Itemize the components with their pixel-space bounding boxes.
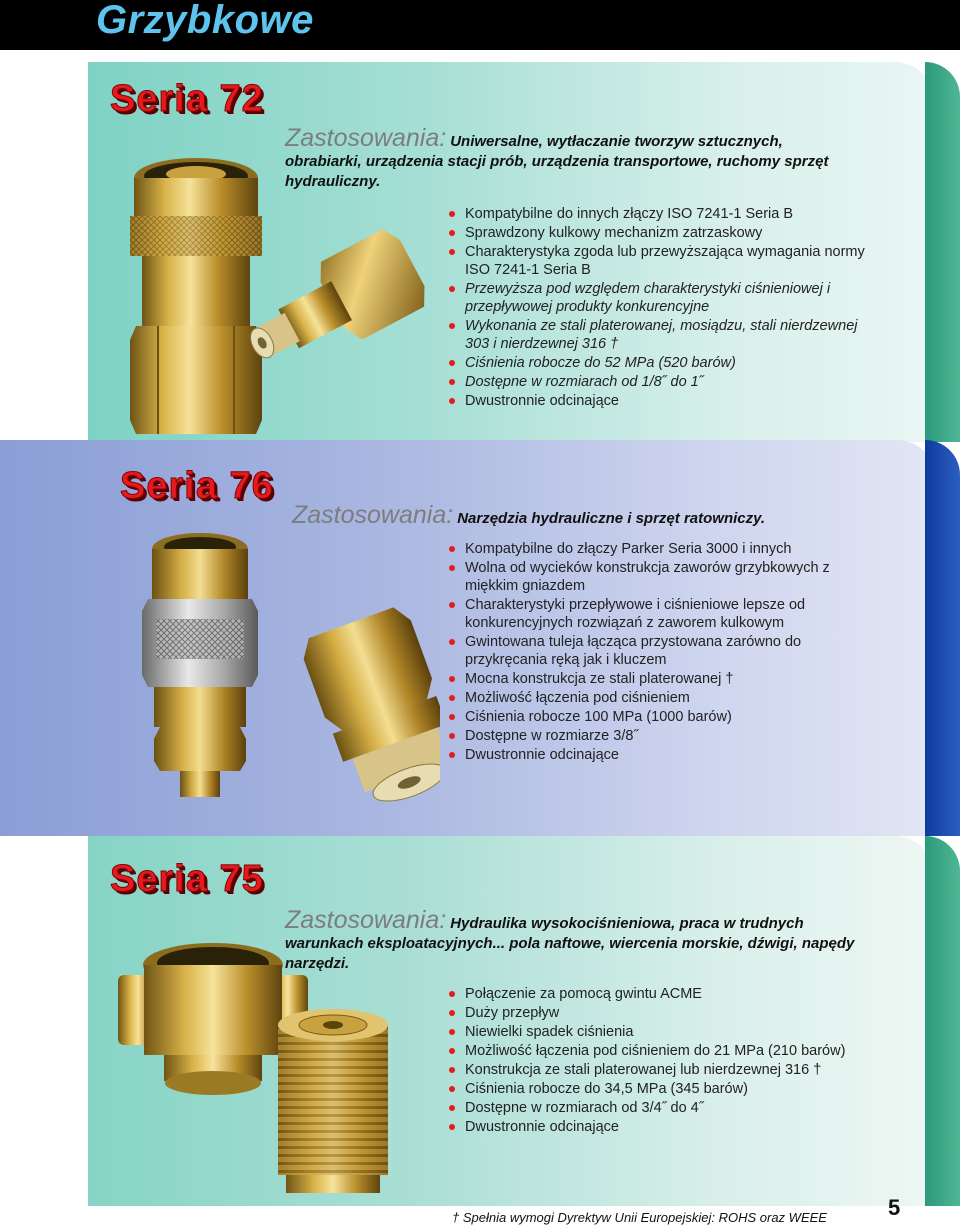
list-item: Kompatybilne do innych złączy ISO 7241-1 Seria B (445, 205, 885, 223)
list-item: Dostępne w rozmiarze 3/8˝ (445, 727, 885, 745)
applications-text: Uniwersalne, wytłaczanie tworzyw sztucznych, obrabiarki, urządzenia stacji prób, urządzenia transportowe, ruchomy sprzęt hydrauliczny. (285, 133, 829, 190)
coupling-seria-72-image (118, 150, 438, 440)
features-seria-76 (445, 540, 885, 765)
list-item: Dostępne w rozmiarach od 1/8˝ do 1˝ (445, 373, 885, 391)
list-item: Wykonania ze stali platerowanej, mosiądzu, stali nierdzewnej 303 i nierdzewnej 316 † (445, 317, 885, 353)
page-title: Grzybkowe (96, 0, 314, 42)
list-item: Kompatybilne do złączy Parker Seria 3000 i innych (445, 540, 885, 558)
list-item: Połączenie za pomocą gwintu ACME (445, 985, 895, 1003)
list-item: Dwustronnie odcinające (445, 392, 885, 410)
section-title-seria-75: Seria 75 (110, 858, 264, 900)
section-title-seria-72: Seria 72 (110, 78, 264, 120)
applications-text: Hydraulika wysokociśnieniowa, praca w trudnych warunkach eksploatacyjnych... pola naftowe, wiercenia morskie, dźwigi, napędy narzędzi. (285, 915, 855, 972)
section-seria-75-edge (925, 836, 960, 1206)
features-seria-75 (445, 985, 895, 1137)
list-item: Możliwość łączenia pod ciśnieniem (445, 689, 885, 707)
footnote: † Spełnia wymogi Dyrektyw Unii Europejskiej: ROHS oraz WEEE (452, 1210, 827, 1225)
coupling-seria-75-image (118, 935, 438, 1200)
list-item: Dostępne w rozmiarach od 3/4˝ do 4˝ (445, 1099, 895, 1117)
features-seria-72 (445, 205, 885, 411)
list-item: Mocna konstrukcja ze stali platerowanej † (445, 670, 885, 688)
list-item: Charakterystyki przepływowe i ciśnieniowe lepsze od konkurencyjnych rozwiązań z zaworem kulkowym (445, 596, 885, 632)
applications-label: Zastosowania: (292, 501, 454, 529)
list-item: Duży przepływ (445, 1004, 895, 1022)
list-item: Gwintowana tuleja łącząca przystowana zarówno do przykręcania ręką jak i kluczem (445, 633, 885, 669)
list-item: Dwustronnie odcinające (445, 1118, 895, 1136)
applications-text: Narzędzia hydrauliczne i sprzęt ratowniczy. (457, 510, 766, 527)
list-item: Przewyższa pod względem charakterystyki ciśnieniowej i przepływowej produkty konkurencyjne (445, 280, 885, 316)
list-item: Dwustronnie odcinające (445, 746, 885, 764)
list-item: Ciśnienia robocze do 34,5 MPa (345 barów) (445, 1080, 895, 1098)
list-item: Możliwość łączenia pod ciśnieniem do 21 MPa (210 barów) (445, 1042, 895, 1060)
list-item: Niewielki spadek ciśnienia (445, 1023, 895, 1041)
page-header (0, 0, 960, 50)
list-item: Sprawdzony kulkowy mechanizm zatrzaskowy (445, 224, 885, 242)
coupling-seria-76-image (140, 525, 440, 825)
section-seria-72-edge (925, 62, 960, 442)
list-item: Ciśnienia robocze 100 MPa (1000 barów) (445, 708, 885, 726)
list-item: Charakterystyka zgoda lub przewyższająca wymagania normy ISO 7241-1 Seria B (445, 243, 885, 279)
section-seria-76-edge (925, 440, 960, 836)
applications-label: Zastosowania: (285, 906, 447, 934)
applications-label: Zastosowania: (285, 124, 447, 152)
header-divider (0, 50, 960, 54)
list-item: Ciśnienia robocze do 52 MPa (520 barów) (445, 354, 885, 372)
page-number: 5 (888, 1195, 901, 1220)
list-item: Konstrukcja ze stali platerowanej lub nierdzewnej 316 † (445, 1061, 895, 1079)
list-item: Wolna od wycieków konstrukcja zaworów grzybkowych z miękkim gniazdem (445, 559, 885, 595)
section-title-seria-76: Seria 76 (120, 465, 274, 507)
